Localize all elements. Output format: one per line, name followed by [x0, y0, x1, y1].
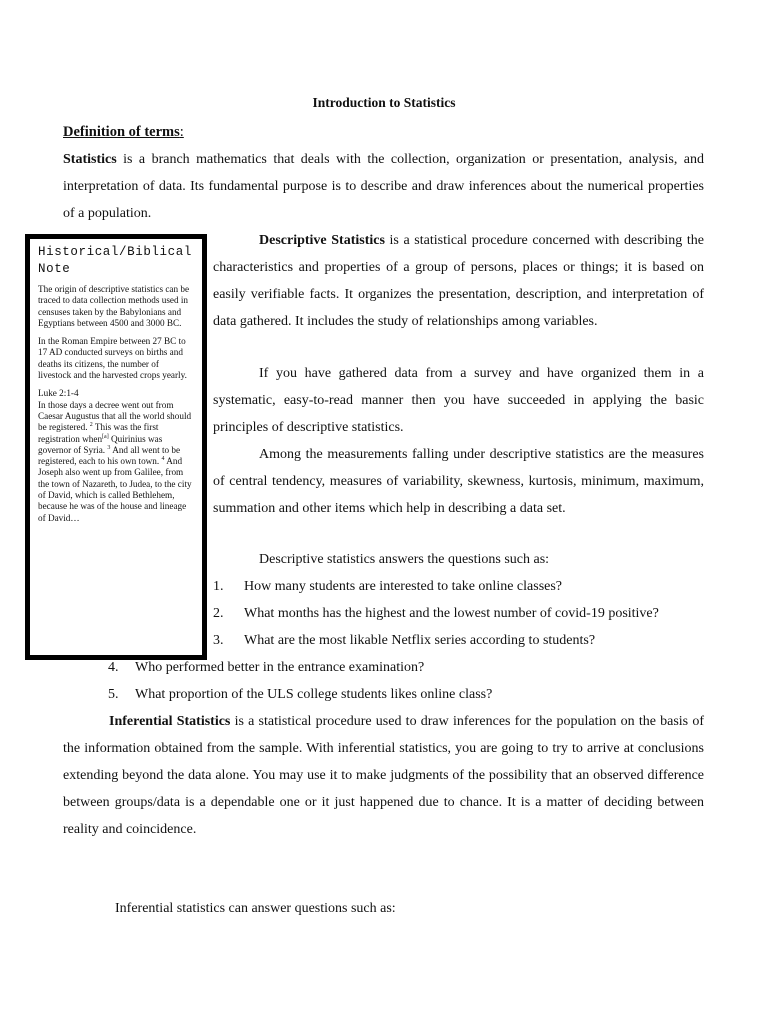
definition-heading-colon: :	[179, 124, 184, 140]
descriptive-definition	[213, 227, 704, 335]
page-title: Introduction to Statistics	[312, 95, 456, 110]
inferential-term: Inferential Statistics	[109, 714, 231, 729]
list-item	[108, 660, 424, 676]
descriptive-answers-lead: Descriptive statistics answers the questions such as:	[259, 552, 550, 567]
list-item-text: Who performed better in the entrance examination?	[135, 660, 425, 675]
footnote-marker: [a]	[102, 433, 109, 440]
list-item	[108, 687, 492, 703]
gathered-data-paragraph: If you have gathered data from a survey and have organized them in a systematic, easy-to-read manner then you have succeeded in applying the basic principles of descriptive statistics.	[213, 366, 704, 435]
list-item-number: 1.	[213, 579, 224, 594]
statistics-definition-text: is a branch mathematics that deals with the collection, organization or presentation, analysis, and interpretation of data. Its fundamental purpose is to describe and draw inferences about the numerical properties of a population.	[63, 152, 704, 221]
list-item-number: 4.	[108, 660, 119, 675]
historical-note-luke	[38, 388, 194, 524]
list-item-text: How many students are interested to take online classes?	[244, 579, 563, 594]
list-item-text: What months has the highest and the lowest number of covid-19 positive?	[244, 606, 659, 621]
definition-heading-text: Definition of terms	[63, 124, 180, 140]
descriptive-term: Descriptive Statistics	[259, 233, 385, 248]
inferential-definition	[63, 708, 704, 843]
inferential-definition-text: is a statistical procedure used to draw inferences for the population on the basis of the information obtained from the sample. With inferential statistics, you are going to try to arrive at conclusions extending beyond the data alone. You may use it to make judgments of the possibility that an observed difference between groups/data is a dependable one or it just happened due to chance. It is a matter of deciding between reality and coincidence.	[63, 714, 704, 837]
list-item	[213, 633, 595, 649]
statistics-definition	[63, 146, 704, 227]
luke-verse-2a: This was the first registration when	[38, 422, 159, 444]
list-item-number: 5.	[108, 687, 119, 702]
verse-number: 4	[161, 456, 165, 463]
verse-number: 3	[107, 444, 111, 451]
list-item-text: What are the most likable Netflix series according to students?	[244, 633, 596, 648]
luke-reference: Luke 2:1-4	[38, 388, 79, 399]
historical-note-body	[38, 284, 194, 524]
list-item-text: What proportion of the ULS college students likes online class?	[135, 687, 493, 702]
luke-verse-2b: Quirinius was governor of Syria.	[38, 433, 163, 455]
list-item-number: 2.	[213, 606, 224, 621]
luke-verse-3: And all went to be registered, each to his own town.	[38, 444, 181, 467]
verse-number: 2	[89, 422, 93, 429]
descriptive-definition-text: is a statistical procedure concerned with describing the characteristics and properties of a group of persons, places or things; it is based on easily verifiable facts. It organizes the presentation, description, and interpretation of data gathered. It includes the study of relationships among variables.	[213, 233, 704, 329]
list-item-number: 3.	[213, 633, 224, 648]
historical-note-title: Historical/Biblical Note	[38, 245, 192, 276]
luke-verse-4: And Joseph also went up from Galilee, from the town of Nazareth, to Judea, to the city of David, which is called Bethlehem, because he was of the house and lineage of David…	[38, 456, 192, 523]
luke-verse-1: In those days a decree went out from Caesar Augustus that all the world should be registered.	[38, 399, 192, 433]
historical-note-box	[25, 234, 207, 660]
list-item	[213, 579, 562, 595]
definition-heading	[63, 124, 184, 141]
inferential-answers-lead: Inferential statistics can answer questions such as:	[115, 901, 396, 916]
measurements-paragraph: Among the measurements falling under descriptive statistics are the measures of central tendency, measures of variability, skewness, kurtosis, minimum, maximum, summation and other items which help in describing a data set.	[213, 447, 704, 516]
historical-note-origin: The origin of descriptive statistics can be traced to data collection methods used in censuses taken by the Babylonians and Egyptians between 4500 and 3000 BC.	[38, 284, 190, 328]
statistics-term: Statistics	[63, 152, 117, 167]
historical-note-roman: In the Roman Empire between 27 BC to 17 AD conducted surveys on births and deaths its citizens, the number of livestock and the harvested crops yearly.	[38, 336, 187, 381]
list-item	[213, 606, 659, 622]
